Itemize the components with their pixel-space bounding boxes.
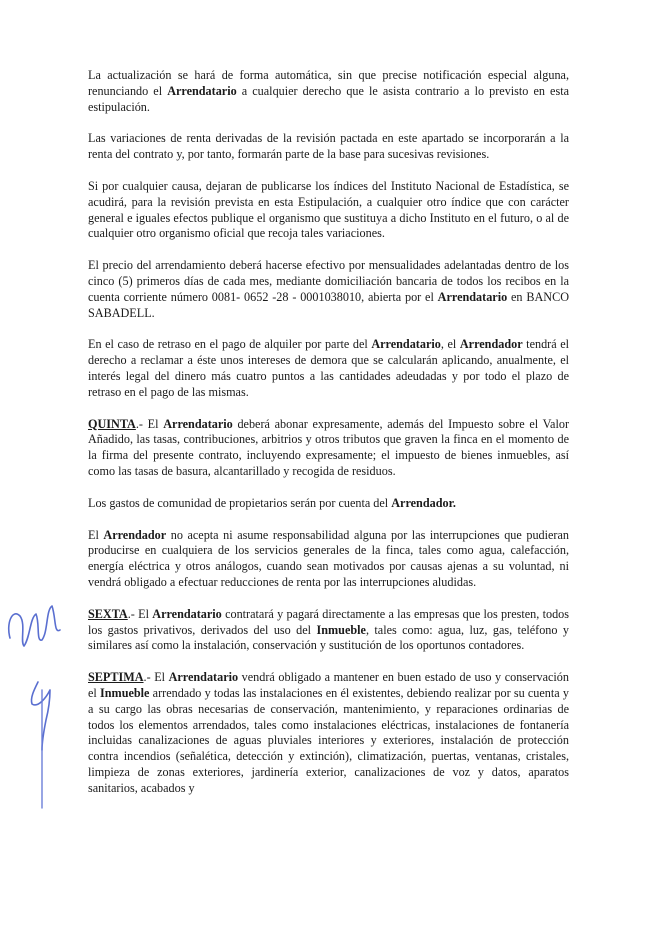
bold-term: Arrendatario — [152, 606, 222, 621]
text: Los gastos de comunidad de propietarios serán por cuenta del — [88, 495, 392, 510]
bold-term: Arrendatario — [168, 670, 239, 685]
paragraph-update-automatic — [88, 68, 569, 115]
paragraph-ine-indices — [88, 179, 569, 242]
bold-term: Arrendador. — [391, 495, 456, 510]
text: tendrá el derecho a reclamar a éste unos intereses de demora que se calcularán aplicando, anualmente, el interés legal del dinero más cuatro puntos a las cantidades adeudadas y por todo el plazo de retraso en el pago de las mismas. — [88, 337, 570, 399]
text: contratará y pagará directamente a las empresas que los presten, todos los gastos privativos, derivados del uso del — [88, 606, 569, 637]
text: vendrá obligado a mantener en buen estado de uso y conservación el — [88, 670, 569, 700]
clause-heading: QUINTA — [88, 416, 136, 431]
text: Las variaciones de renta derivadas de la revisión pactada en este apartado se incorporarán a la renta del contrato y, por tanto, formarán parte de la base para sucesivas revisiones. — [88, 131, 569, 162]
document-body — [88, 68, 569, 812]
paragraph-service-interruptions — [88, 528, 569, 591]
bold-term: Arrendador — [103, 527, 167, 542]
bold-term: Arrendatario — [163, 416, 233, 431]
clause-heading: SEPTIMA — [88, 670, 144, 685]
text: a cualquier derecho que le asista contrario a lo previsto en esta estipulación. — [88, 83, 569, 114]
text: El — [88, 527, 104, 542]
text: Si por cualquier causa, dejaran de publicarse los índices del Instituto Nacional de Estadística, se acudirá, para la revisión prevista en esta Estipulación, a cualquier otro índice que con carácter general e iguales efectos publique el organismo que sustituya a dicho Instituto en el futuro, o al de cualquier otro organismo oficial que recoja tales variaciones. — [88, 178, 569, 241]
text: arrendado y todas las instalaciones en él existentes, debiendo realizar por su cuenta y a su cargo las obras necesarias de conservación, mantenimiento, y reparaciones ordinarias de todos los elementos arrendados, tales como instalaciones eléctricas, instalaciones de fontanería incluidas canalizaciones de aguas pluviales interiores y exteriores, instalación de protección contra incendios (señalética, detección y extinción), climatización, puertas, ventanas, cristales, limpieza de zonas exteriores, jardinería exterior, canalizaciones de voz y datos, aparatos sanitarios, acabados y — [88, 685, 569, 795]
clause-sexta — [88, 607, 569, 654]
handwritten-initials-signature — [0, 590, 70, 820]
bold-term: Arrendatario — [167, 83, 237, 98]
text: no acepta ni asume responsabilidad alguna por las interrupciones que pudieran producirse en cualquiera de los servicios generales de la finca, tales como agua, calefacción, energía eléctrica y otros análogos, cuando sean motivados por causas ajenas a su voluntad, ni vendrá obligado a efectuar reducciones de renta por las interrupciones aludidas. — [88, 527, 569, 589]
text: La actualización se hará de forma automática, sin que precise notificación especial alguna, renunciando el — [88, 68, 569, 98]
text: .- El — [127, 606, 153, 621]
paragraph-payment — [88, 258, 569, 321]
bold-term: Arrendatario — [371, 337, 441, 352]
bold-term: Inmueble — [100, 685, 150, 700]
paragraph-community-costs — [88, 496, 569, 512]
clause-quinta — [88, 417, 569, 480]
paragraph-late-payment — [88, 337, 569, 400]
text: .- El — [135, 416, 164, 431]
clause-septima — [88, 670, 569, 796]
clause-heading: SEXTA — [88, 606, 128, 621]
text: deberá abonar expresamente, además del Impuesto sobre el Valor Añadido, las tasas, contribuciones, arbitrios y otros tributos que graven la finca en el momento de la firma del presente contrato, incluyendo expresamente; el impuesto de bienes inmuebles, así como las tasas de basura, alcantarillado y recogida de residuos. — [88, 416, 570, 478]
text: El precio del arrendamiento deberá hacerse efectivo por mensualidades adelantadas dentro de los cinco (5) primeros días de cada mes, mediante domiciliación bancaria de todos los recibos en la cuenta corriente número 0081- 0652 -28 - 0001038010, abierta por el — [88, 258, 569, 304]
text: en BANCO SABADELL. — [88, 289, 569, 320]
paragraph-rent-variations — [88, 131, 569, 163]
bold-term: Inmueble — [316, 622, 366, 637]
text: , el — [440, 337, 460, 352]
text: , tales como: agua, luz, gas, teléfono y similares así como la instalación, conservación y sustitución de los oportunos contadores. — [88, 622, 570, 653]
text: .- El — [143, 670, 169, 685]
bold-term: Arrendador — [459, 337, 523, 352]
text: En el caso de retraso en el pago de alquiler por parte del — [88, 337, 372, 352]
bold-term: Arrendatario — [437, 289, 508, 304]
